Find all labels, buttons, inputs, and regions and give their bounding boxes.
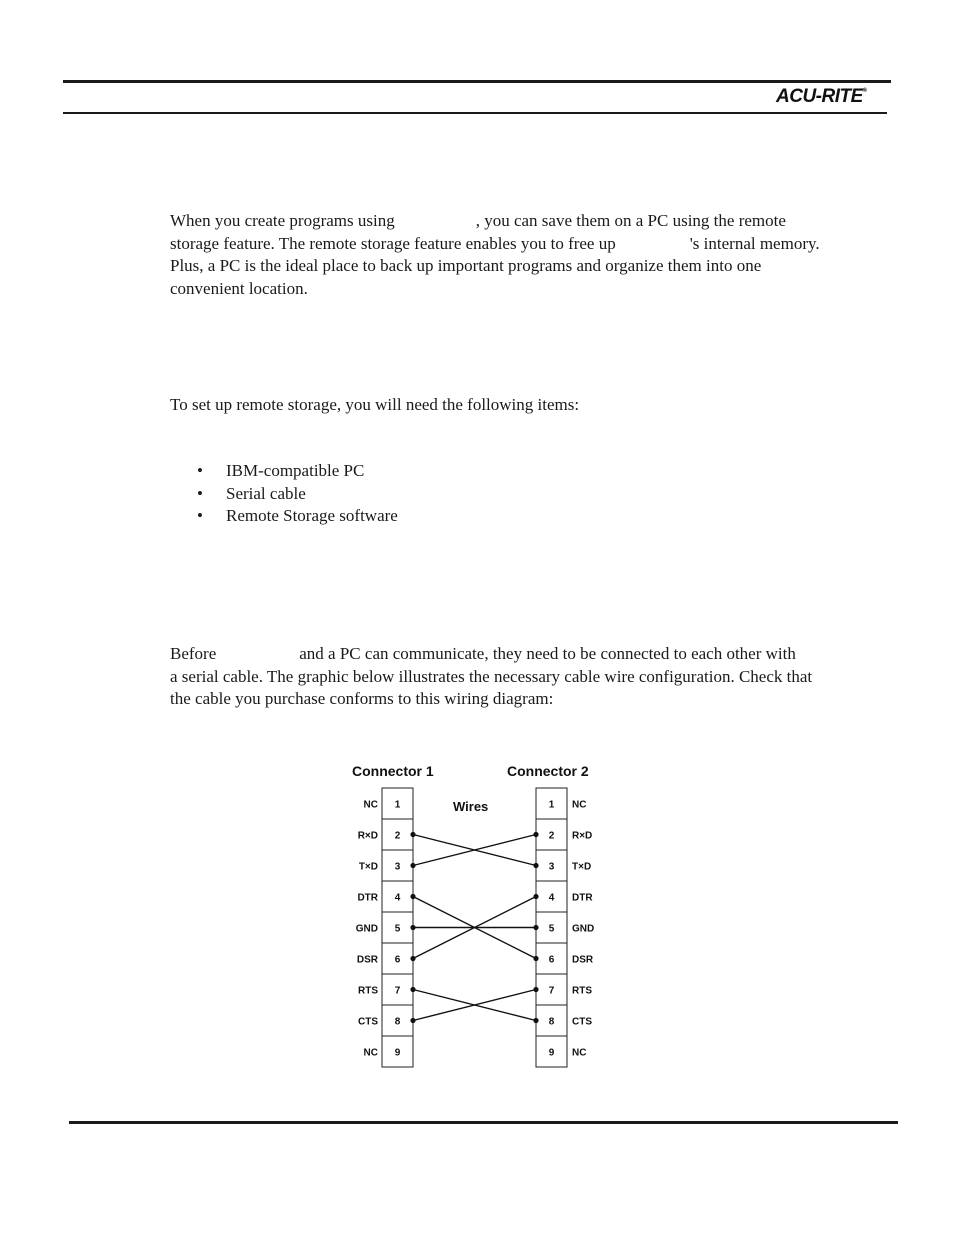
connector-1-pin-number: 2 — [394, 830, 401, 842]
connector-2-pin-number: 8 — [548, 1016, 555, 1028]
connector-1-pin-number: 4 — [394, 892, 401, 904]
intro-line-1: When you create programs using , you can save them on a PC using the remote — [170, 211, 786, 230]
header-rule-thin — [63, 112, 887, 114]
logo-text: ACU-RITE — [776, 86, 863, 107]
registered-mark: ® — [862, 88, 867, 94]
wire-endpoint — [410, 863, 415, 868]
connector-2-signal-label: NC — [572, 799, 587, 811]
connector-1-title: Connector 1 — [352, 763, 434, 779]
connector-2-title: Connector 2 — [507, 763, 589, 779]
cable-paragraph — [170, 643, 890, 711]
list-item: • Serial cable — [197, 483, 306, 503]
connector-2-pin-number: 7 — [548, 985, 555, 997]
connector-1-pin-number: 5 — [394, 923, 401, 935]
wire-endpoint — [410, 1018, 415, 1023]
connector-1-signal-label: T×D — [358, 861, 378, 873]
connector-1-pin-number: 7 — [394, 985, 401, 997]
wire-endpoint — [410, 956, 415, 961]
connector-2-signal-label: DSR — [572, 954, 594, 966]
connector-1-pin-number: 6 — [394, 954, 401, 966]
wire-endpoint — [410, 987, 415, 992]
wire-endpoint — [533, 832, 538, 837]
connector-1-pin-number: 9 — [394, 1047, 401, 1059]
cable-line-1: Before and a PC can communicate, they need to be connected to each other with — [170, 644, 796, 663]
wire-endpoint — [533, 863, 538, 868]
connector-2-pin-number: 2 — [548, 830, 555, 842]
connector-2-pin-number: 4 — [548, 892, 555, 904]
acu-rite-logo — [776, 86, 867, 108]
diagram-content — [356, 788, 594, 1067]
connector-1-signal-label: NC — [363, 799, 378, 811]
connector-2-pin-number: 9 — [548, 1047, 555, 1059]
connector-1-signal-label: DTR — [357, 892, 378, 904]
intro-paragraph — [170, 210, 890, 301]
footer-rule — [69, 1121, 898, 1124]
requirements-list — [197, 460, 398, 528]
connector-2-pin-number: 5 — [548, 923, 555, 935]
connector-1-signal-label: R×D — [357, 830, 378, 842]
connector-2-signal-label: RTS — [572, 985, 592, 997]
connector-1-pin-number: 8 — [394, 1016, 401, 1028]
wire-endpoint — [410, 894, 415, 899]
connector-2-pin-number: 1 — [548, 799, 555, 811]
connector-1-pin-number: 3 — [394, 861, 401, 873]
wire-endpoint — [533, 987, 538, 992]
connector-2-signal-label: DTR — [572, 892, 593, 904]
wire-endpoint — [533, 1018, 538, 1023]
connector-1-signal-label: CTS — [358, 1016, 378, 1028]
connector-1-signal-label: GND — [355, 923, 378, 935]
cable-line-3: the cable you purchase conforms to this wiring diagram: — [170, 689, 554, 709]
intro-line-4: convenient location. — [170, 279, 308, 299]
connector-1-pin-number: 1 — [394, 799, 401, 811]
list-item: • IBM-compatible PC — [197, 461, 365, 480]
wire-endpoint — [533, 925, 538, 930]
cable-line-2: a serial cable. The graphic below illustrates the necessary cable wire configuration. Check that — [170, 666, 813, 686]
intro-line-3: Plus, a PC is the ideal place to back up important programs and organize them into one — [170, 256, 762, 276]
wire-endpoint — [533, 894, 538, 899]
wire-endpoint — [410, 925, 415, 930]
list-item: • Remote Storage software — [197, 506, 398, 526]
connector-2-signal-label: R×D — [572, 830, 593, 842]
wire-endpoint — [533, 956, 538, 961]
connector-2-pin-number: 3 — [548, 861, 555, 873]
connector-2-signal-label: CTS — [572, 1016, 592, 1028]
intro-line-2: storage feature. The remote storage feature enables you to free up 's internal memory. — [170, 233, 820, 253]
wire-endpoint — [410, 832, 415, 837]
connector-2-signal-label: T×D — [572, 861, 592, 873]
connector-2-pin-number: 6 — [548, 954, 555, 966]
wiring-diagram — [340, 752, 615, 1072]
wires-label: Wires — [453, 799, 489, 814]
setup-paragraph: To set up remote storage, you will need the following items: — [170, 395, 580, 414]
connector-1-signal-label: NC — [363, 1047, 378, 1059]
connector-2-signal-label: GND — [572, 923, 595, 935]
connector-2-signal-label: NC — [572, 1047, 587, 1059]
connector-1-signal-label: DSR — [356, 954, 378, 966]
header-rule-thick — [63, 80, 891, 83]
connector-1-signal-label: RTS — [358, 985, 378, 997]
